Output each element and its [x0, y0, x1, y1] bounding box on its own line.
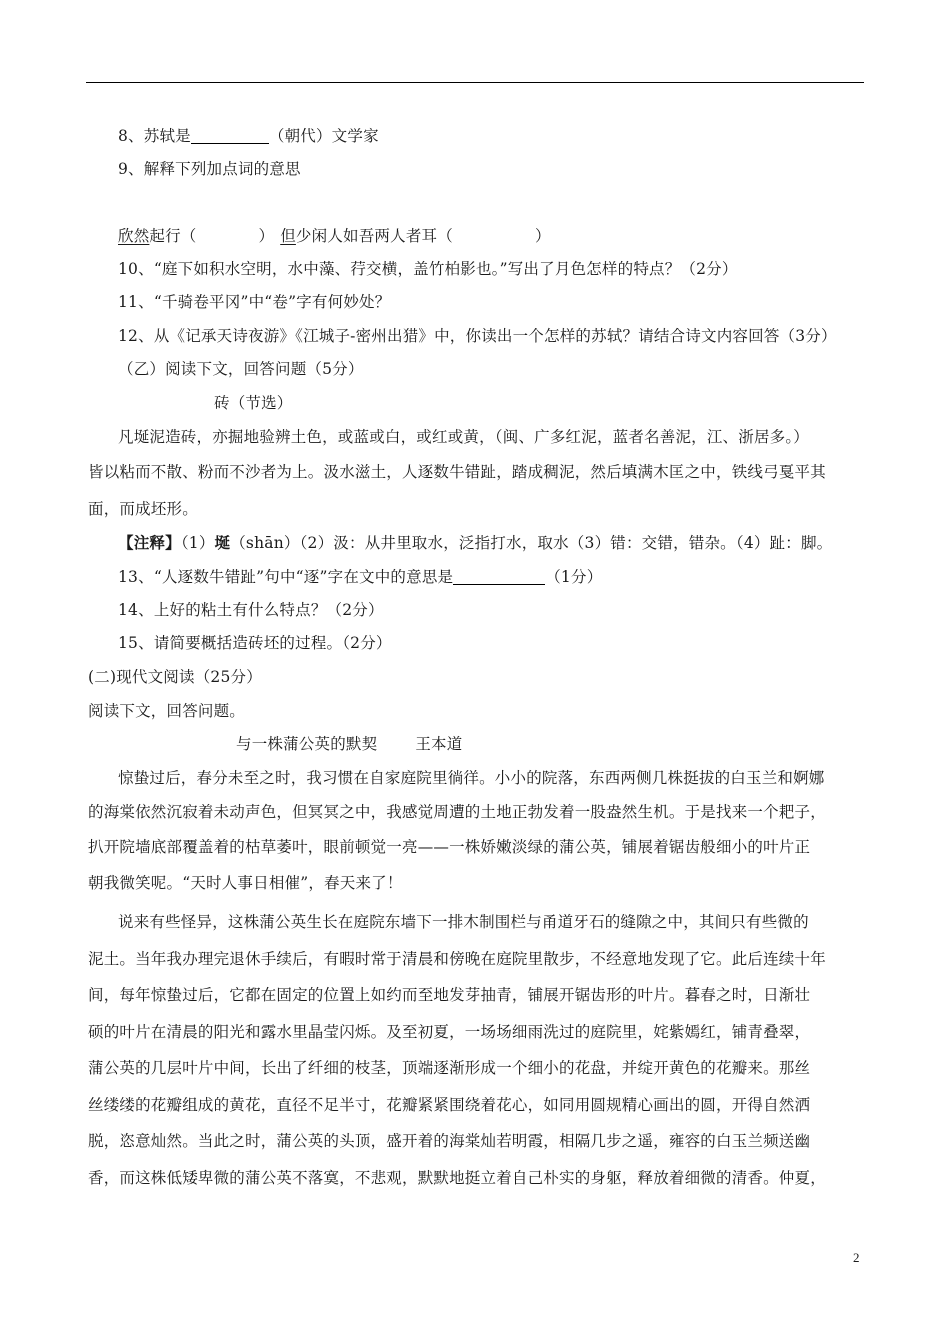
- question-15: 15、请简要概括造砖坯的过程。（2分）: [118, 634, 392, 652]
- dotted-word-2: 但: [280, 227, 296, 245]
- passage-title: 砖（节选）: [214, 394, 293, 412]
- item-2-text: 少闲人如吾两人者耳（: [295, 227, 453, 245]
- para2-line-2: 泥土。当年我办理完退休手续后，有暇时常于清晨和傍晚在庭院里散步，不经意地发现了它。此后连续十年: [88, 950, 826, 968]
- para1-line-2: 的海棠依然沉寂着未动声色，但冥冥之中，我感觉周遭的土地正勃发着一股盎然生机。于是找来一个耙子，: [88, 803, 826, 821]
- passage-line-1: 凡埏泥造砖，亦掘地验辨土色，或蓝或白，或红或黄，（闽、广多红泥，蓝者名善泥，江、浙居多。）: [118, 428, 810, 446]
- item-2-close: ）: [534, 227, 551, 245]
- para2-line-3: 间，每年惊蛰过后，它都在固定的位置上如约而至地发芽抽青，铺展开锯齿形的叶片。暮春之时，日渐壮: [88, 986, 811, 1004]
- question-10: 10、“庭下如积水空明，水中藻、荇交横，盖竹柏影也。”写出了月色怎样的特点？（2分）: [118, 260, 738, 278]
- q8-text: 8、苏轼是: [118, 127, 191, 145]
- annotation: [118, 532, 832, 554]
- passage-line-3: 面，而成坯形。: [88, 500, 198, 518]
- annotation-n1: （1）: [180, 534, 215, 552]
- para1-line-3: 扒开院墙底部覆盖着的枯草萎叶，眼前顿觉一亮——一株娇嫩淡绿的蒲公英，铺展着锯齿般细小的叶片正: [88, 838, 811, 856]
- para2-line-1: 说来有些怪异，这株蒲公英生长在庭院东墙下一排木制围栏与甬道牙石的缝隙之中，其间只有些微的: [118, 913, 809, 931]
- header-rule: [86, 82, 864, 83]
- question-11: 11、“千骑卷平冈”中“卷”字有何妙处？: [118, 293, 391, 311]
- para2-line-7: 脱，恣意灿然。当此之时，蒲公英的头顶，盛开着的海棠灿若明霞，相隔几步之遥，雍容的白玉兰频送幽: [88, 1132, 811, 1150]
- part-yi-heading: （乙）阅读下文，回答问题（5分）: [118, 360, 364, 378]
- item-1-text: 起行（: [149, 227, 197, 245]
- article-author: 王本道: [415, 735, 463, 753]
- dotted-word-1: 欣然: [118, 227, 150, 245]
- para2-line-8: 香，而这株低矮卑微的蒲公英不落寞，不悲观，默默地挺立着自己朴实的身躯，释放着细微的清香。仲夏，: [88, 1169, 826, 1187]
- annotation-head: 【注释】: [118, 533, 181, 552]
- question-12: 12、从《记承天诗夜游》《江城子-密州出猎》中，你读出一个怎样的苏轼？请结合诗文内容回答（3分）: [118, 327, 837, 345]
- para2-line-5: 蒲公英的几层叶片中间，长出了纤细的枝茎，顶端逐渐形成一个细小的花盘，并绽开黄色的花瓣来。那丝: [88, 1059, 811, 1077]
- annotation-word: 埏: [214, 533, 231, 552]
- question-8: [118, 125, 379, 147]
- q13-text-post: （1分）: [545, 568, 603, 586]
- answer-blank[interactable]: [453, 568, 545, 585]
- section-heading: (二)现代文阅读（25分）: [88, 668, 262, 686]
- passage-line-2: 皆以粘而不散、粉而不沙者为上。汲水滋土，人逐数牛错趾，踏成稠泥，然后填满木匡之中，铁线弓戛平其: [88, 463, 826, 481]
- article-title-line: [236, 733, 462, 755]
- annotation-rest: （shān）（2）汲：从井里取水，泛指打水，取水（3）错：交错，错杂。（4）趾：脚。: [230, 534, 833, 552]
- item-1-close: ）: [258, 227, 275, 245]
- q13-text: 13、“人逐数牛错趾”句中“逐”字在文中的意思是: [118, 568, 454, 586]
- page-number: 2: [853, 1250, 860, 1265]
- para2-line-6: 丝缕缕的花瓣组成的黄花，直径不足半寸，花瓣紧紧围绕着花心，如同用圆规精心画出的圆，开得自然洒: [88, 1096, 811, 1114]
- instructions: 阅读下文，回答问题。: [88, 702, 246, 720]
- question-14: 14、上好的粘土有什么特点？（2分）: [118, 601, 384, 619]
- article-title: 与一株蒲公英的默契: [236, 735, 378, 753]
- question-9: 9、解释下列加点词的意思: [118, 160, 301, 178]
- question-13: [118, 566, 602, 588]
- q8-text-post: （朝代）文学家: [268, 127, 379, 145]
- question-9-items: [118, 225, 551, 247]
- answer-blank[interactable]: [191, 127, 269, 144]
- para2-line-4: 硕的叶片在清晨的阳光和露水里晶莹闪烁。及至初夏，一场场细雨洗过的庭院里，姹紫嫣红，铺青叠翠，: [88, 1023, 811, 1041]
- para1-line-1: 惊蛰过后，春分未至之时，我习惯在自家庭院里徜徉。小小的院落，东西两侧几株挺拔的白玉兰和婀娜: [118, 769, 825, 787]
- para1-line-4: 朝我微笑呢。“天时人事日相催”，春天来了！: [88, 874, 403, 892]
